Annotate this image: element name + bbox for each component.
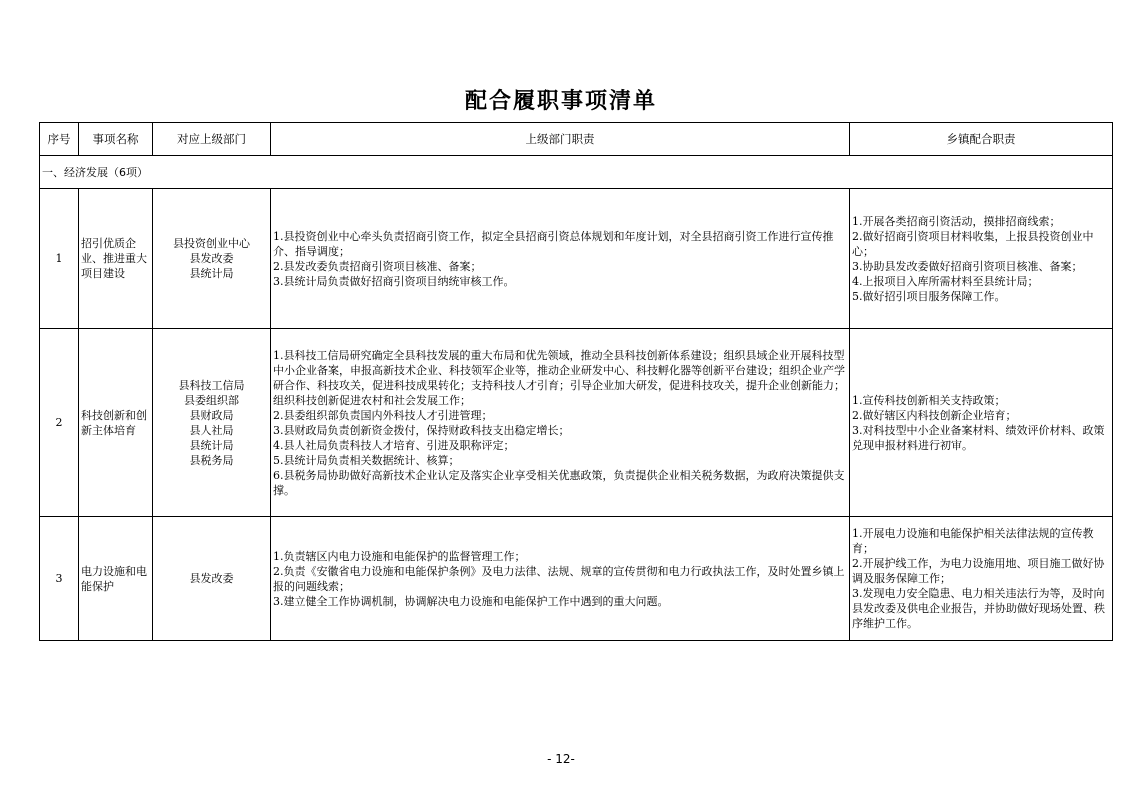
dept-name: 县投资创业中心 [173, 237, 250, 250]
dept-name: 县税务局 [189, 453, 234, 467]
dept-name: 县发改委 [189, 572, 234, 585]
table-row [40, 189, 1113, 329]
duty-item: 1.县科技工信局研究确定全县科技发展的重大布局和优先领域，推动全县科技创新体系建设；组织县域企业开展科技型中小企业备案，申报高新技术企业、科技领军企业等，推动企业研发中心、科技孵化器等创新平台建设；组织企业产学研合作、科技攻关，促进科技成果转化；支持科技人才引育；引导企业加大研发，促进科技攻关，提升企业创新能力；组织科技创新促进农村和社会发展工作； [273, 348, 845, 407]
dept-cell [153, 517, 271, 641]
duty-item: 1.县投资创业中心牵头负责招商引资工作，拟定全县招商引资总体规划和年度计划，对全县招商引资工作进行宣传推介、指导调度； [273, 229, 834, 258]
dept-name: 县发改委 [189, 252, 234, 265]
town-cell [850, 517, 1113, 641]
town-item: 2.做好辖区内科技创新企业培育； [852, 408, 1017, 422]
town-item: 5.做好招引项目服务保障工作。 [852, 289, 1006, 303]
dept-cell [153, 329, 271, 517]
duty-item: 1.负责辖区内电力设施和电能保护的监督管理工作； [273, 549, 526, 563]
dept-name: 县统计局 [189, 267, 234, 280]
town-item: 2.开展护线工作，为电力设施用地、项目施工做好协调及服务保障工作； [852, 557, 1105, 585]
header-row [40, 123, 1113, 156]
row-number: 3 [40, 517, 79, 641]
section-row [40, 156, 1113, 189]
town-item: 2.做好招商引资项目材料收集，上报县投资创业中心； [852, 229, 1094, 258]
duty-cell [271, 329, 850, 517]
duty-item: 3.建立健全工作协调机制，协调解决电力设施和电能保护工作中遇到的重大问题。 [273, 594, 669, 608]
header-duty: 上级部门职责 [271, 123, 850, 156]
duty-item: 3.县财政局负责创新资金拨付，保持财政科技支出稳定增长； [273, 423, 570, 437]
header-no: 序号 [40, 123, 79, 156]
item-name: 科技创新和创新主体培育 [79, 329, 153, 517]
duty-item: 2.县发改委负责招商引资项目核准、备案； [273, 259, 482, 273]
dept-name: 县人社局 [189, 423, 234, 437]
dept-name: 县委组织部 [184, 393, 239, 407]
town-item: 3.对科技型中小企业备案材料、绩效评价材料、政策兑现申报材料进行初审。 [852, 423, 1105, 452]
header-town: 乡镇配合职责 [850, 123, 1113, 156]
duty-item: 2.县委组织部负责国内外科技人才引进管理； [273, 408, 493, 422]
table-row [40, 329, 1113, 517]
town-item: 1.开展各类招商引资活动，摸排招商线索； [852, 214, 1061, 228]
page-number: - 12- [547, 752, 575, 766]
town-cell [850, 189, 1113, 329]
town-item: 1.宣传科技创新相关支持政策； [852, 393, 1006, 407]
item-name: 电力设施和电能保护 [79, 517, 153, 641]
page-title: 配合履职事项清单 [464, 88, 657, 114]
dept-name: 县科技工信局 [178, 378, 245, 392]
dept-name: 县财政局 [189, 408, 234, 422]
dept-name: 县统计局 [189, 438, 234, 452]
table-row [40, 517, 1113, 641]
town-item: 1.开展电力设施和电能保护相关法律法规的宣传教育； [852, 527, 1094, 555]
dept-cell [153, 189, 271, 329]
item-name: 招引优质企业、推进重大项目建设 [79, 189, 153, 329]
town-item: 3.协助县发改委做好招商引资项目核准、备案； [852, 259, 1083, 273]
duty-cell [271, 517, 850, 641]
town-item: 4.上报项目入库所需材料至县统计局； [852, 274, 1039, 288]
duty-item: 2.负责《安徽省电力设施和电能保护条例》及电力法律、法规、规章的宣传贯彻和电力行政执法工作，及时处置乡镇上报的问题线索； [273, 564, 845, 593]
duty-table [39, 122, 1113, 641]
section-title: 一、经济发展（6项） [40, 156, 1113, 189]
duty-item: 5.县统计局负责相关数据统计、核算； [273, 453, 460, 467]
duty-item: 4.县人社局负责科技人才培育、引进及职称评定； [273, 438, 515, 452]
row-number: 1 [40, 189, 79, 329]
row-number: 2 [40, 329, 79, 517]
town-cell [850, 329, 1113, 517]
duty-item: 3.县统计局负责做好招商引资项目纳统审核工作。 [273, 274, 515, 288]
town-item: 3.发现电力安全隐患、电力相关违法行为等，及时向县发改委及供电企业报告，并协助做好现场处置、秩序维护工作。 [852, 587, 1105, 630]
duty-cell [271, 189, 850, 329]
duty-item: 6.县税务局协助做好高新技术企业认定及落实企业享受相关优惠政策，负责提供企业相关税务数据，为政府决策提供支撑。 [273, 468, 845, 497]
header-dept: 对应上级部门 [153, 123, 271, 156]
header-name: 事项名称 [79, 123, 153, 156]
